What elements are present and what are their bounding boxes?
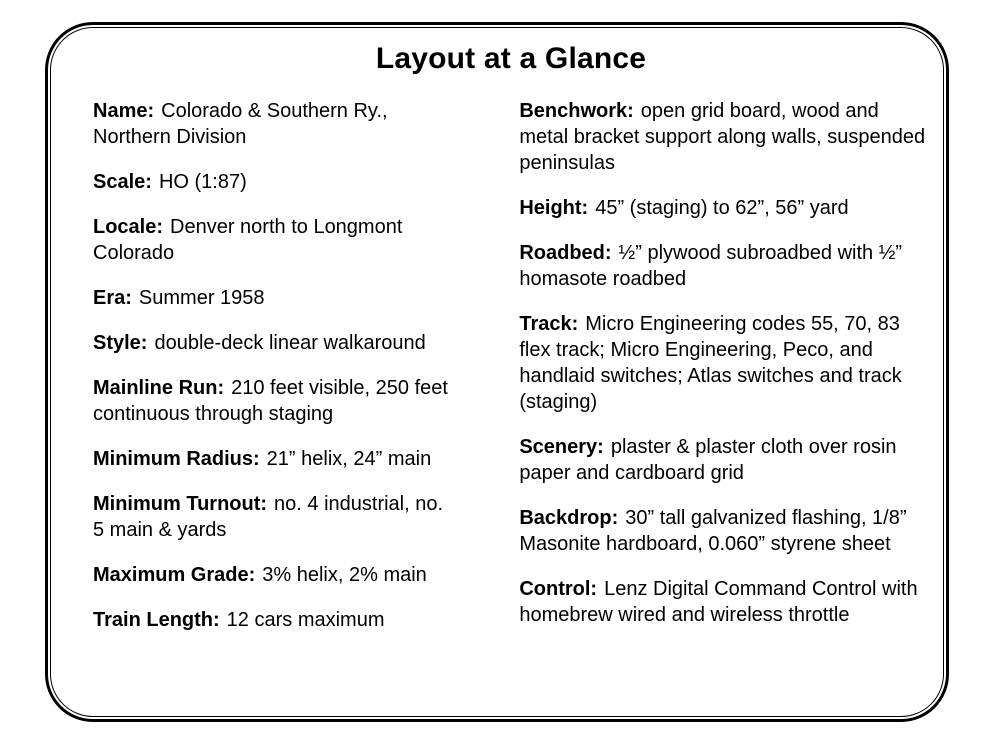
spec-value: 21” helix, 24” main bbox=[266, 448, 432, 470]
spec-item-name bbox=[93, 98, 459, 150]
page-title: Layout at a Glance bbox=[375, 42, 647, 75]
spec-item-minimum-turnout bbox=[93, 491, 459, 543]
spec-label: Control: bbox=[519, 578, 598, 600]
spec-label: Benchwork: bbox=[519, 100, 634, 122]
spec-label: Backdrop: bbox=[519, 507, 619, 529]
spec-label: Train Length: bbox=[93, 609, 220, 631]
spec-item-locale bbox=[93, 214, 459, 266]
spec-value: Summer 1958 bbox=[138, 287, 265, 309]
spec-value: 12 cars maximum bbox=[226, 609, 385, 631]
spec-item-scenery bbox=[519, 434, 929, 486]
spec-value: 210 feet visible, 250 feet continuous through staging bbox=[93, 377, 448, 425]
spec-value: 3% helix, 2% main bbox=[262, 564, 427, 586]
spec-item-style bbox=[93, 330, 459, 356]
spec-item-era bbox=[93, 285, 459, 311]
spec-label: Height: bbox=[519, 197, 589, 219]
spec-columns bbox=[93, 98, 929, 652]
spec-value: no. 4 industrial, no. 5 main & yards bbox=[93, 493, 444, 541]
spec-item-minimum-radius bbox=[93, 446, 459, 472]
spec-column-left bbox=[93, 98, 459, 652]
spec-item-benchwork bbox=[519, 98, 929, 176]
spec-value: ½” plywood subroadbed with ½” homasote roadbed bbox=[519, 242, 903, 290]
spec-item-maximum-grade bbox=[93, 562, 459, 588]
spec-value: Lenz Digital Command Control with homebrew wired and wireless throttle bbox=[519, 578, 918, 626]
spec-label: Track: bbox=[519, 313, 579, 335]
spec-item-scale bbox=[93, 169, 459, 195]
spec-label: Minimum Radius: bbox=[93, 448, 260, 470]
spec-label: Scale: bbox=[93, 171, 152, 193]
spec-value: 30” tall galvanized flashing, 1/8” Masonite hardboard, 0.060” styrene sheet bbox=[519, 507, 907, 555]
spec-item-backdrop bbox=[519, 505, 929, 557]
spec-label: Locale: bbox=[93, 216, 164, 238]
spec-value: Colorado & Southern Ry., Northern Division bbox=[93, 100, 388, 148]
spec-label: Mainline Run: bbox=[93, 377, 225, 399]
spec-item-track bbox=[519, 311, 929, 415]
spec-value: open grid board, wood and metal bracket support along walls, suspended peninsulas bbox=[519, 100, 926, 174]
spec-item-mainline-run bbox=[93, 375, 459, 427]
spec-label: Scenery: bbox=[519, 436, 604, 458]
glance-box-content bbox=[45, 22, 949, 722]
spec-label: Roadbed: bbox=[519, 242, 612, 264]
spec-value: double-deck linear walkaround bbox=[154, 332, 426, 354]
spec-value: Micro Engineering codes 55, 70, 83 flex track; Micro Engineering, Peco, and handlaid switches; Atlas switches and track (staging) bbox=[519, 313, 902, 413]
spec-item-train-length bbox=[93, 607, 459, 633]
spec-label: Era: bbox=[93, 287, 132, 309]
spec-label: Maximum Grade: bbox=[93, 564, 256, 586]
spec-item-roadbed bbox=[519, 240, 929, 292]
spec-column-right bbox=[519, 98, 929, 647]
spec-value: Denver north to Longmont Colorado bbox=[93, 216, 403, 264]
spec-value: HO (1:87) bbox=[158, 171, 247, 193]
spec-value: plaster & plaster cloth over rosin paper and cardboard grid bbox=[519, 436, 897, 484]
spec-label: Style: bbox=[93, 332, 148, 354]
spec-item-height bbox=[519, 195, 929, 221]
spec-label: Name: bbox=[93, 100, 155, 122]
spec-label: Minimum Turnout: bbox=[93, 493, 268, 515]
spec-item-control bbox=[519, 576, 929, 628]
spec-value: 45” (staging) to 62”, 56” yard bbox=[595, 197, 849, 219]
